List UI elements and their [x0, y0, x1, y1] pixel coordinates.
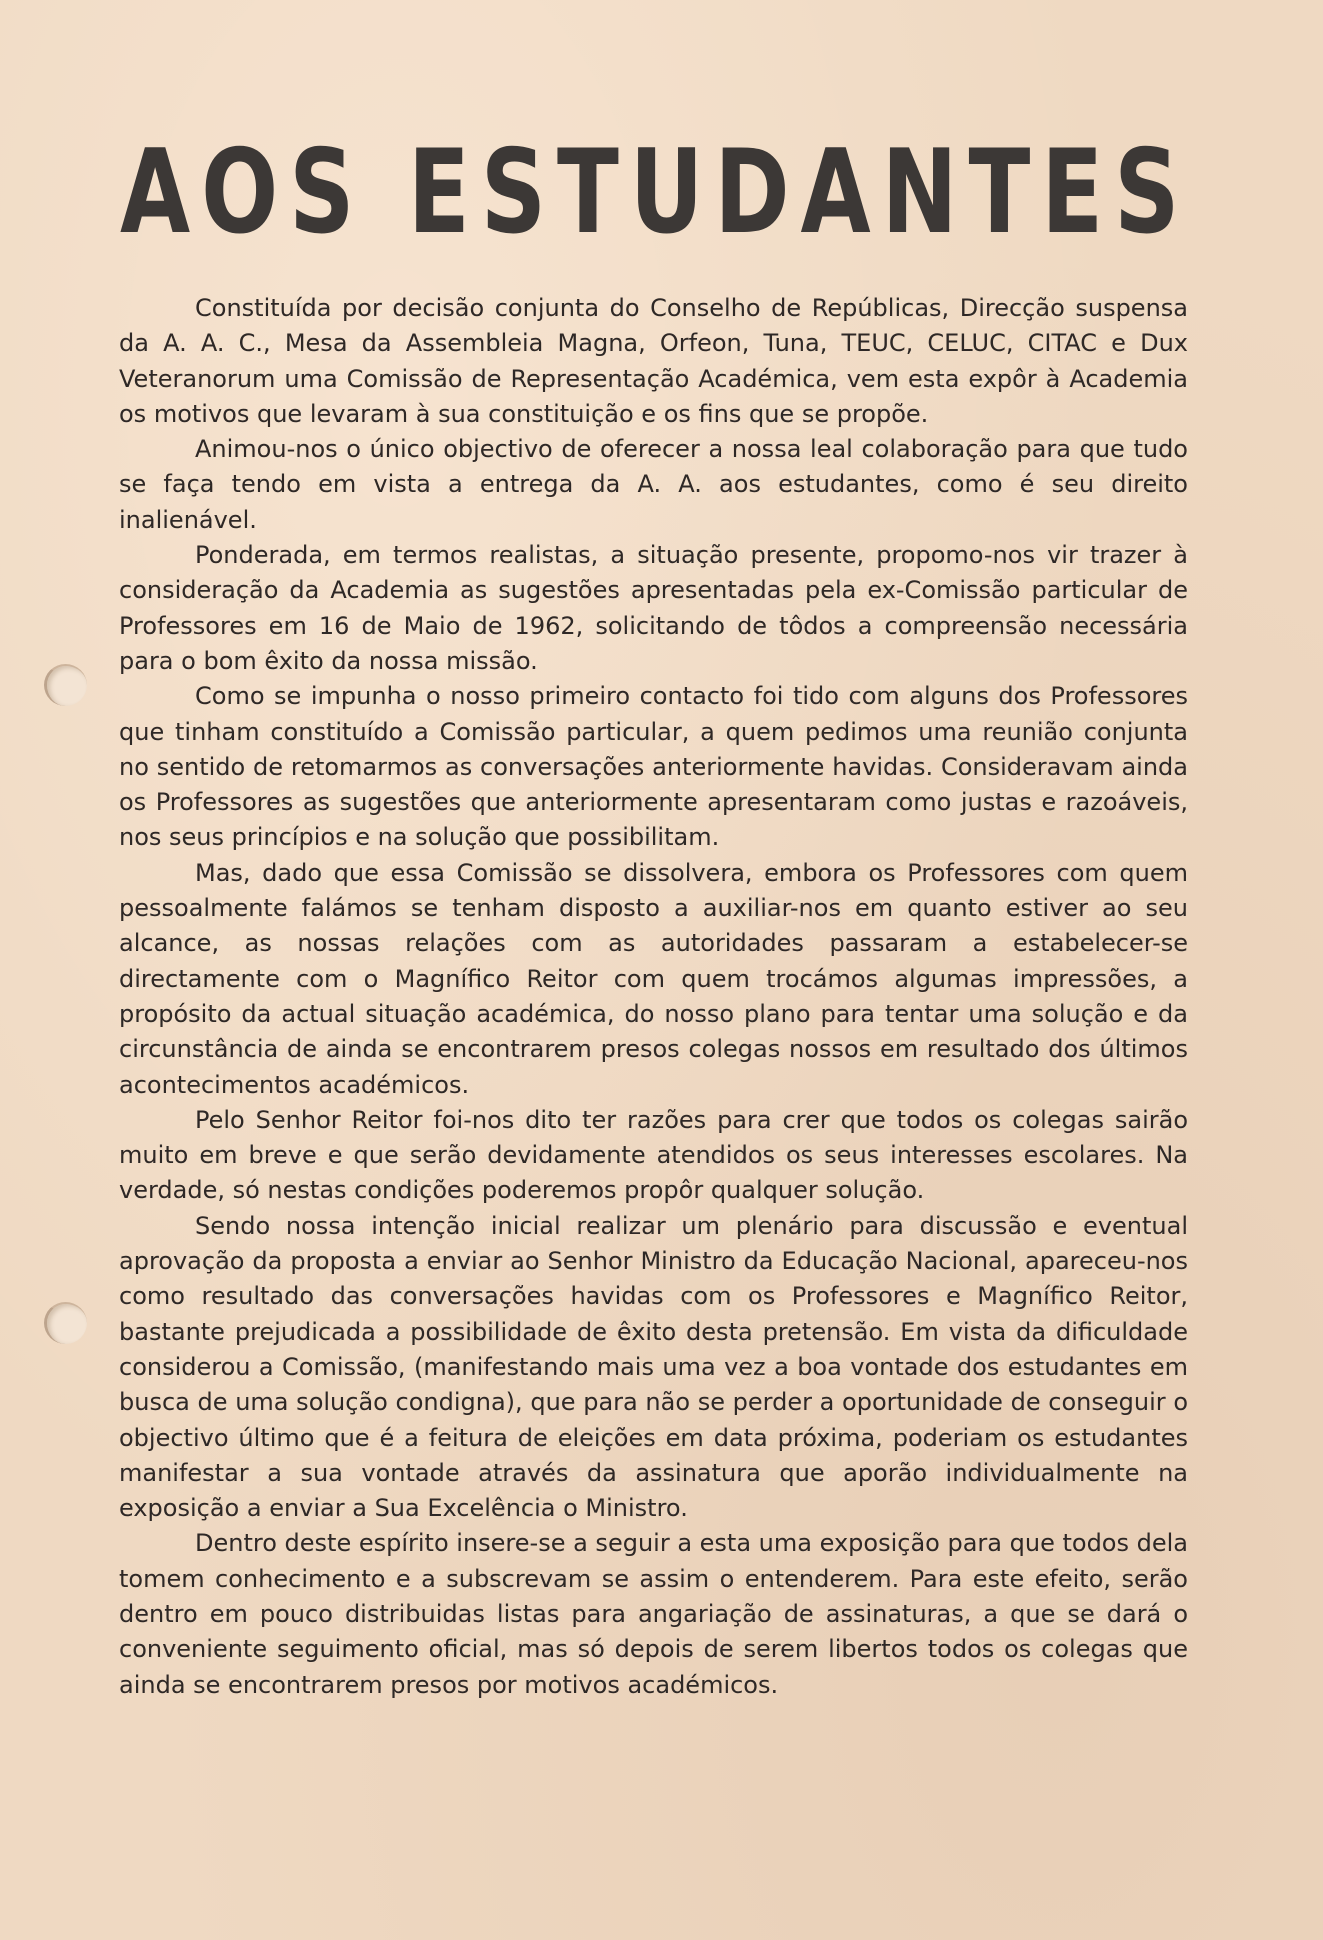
paragraph: Constituída por decisão conjunta do Conselho de Repúblicas, Direcção suspensa da A. A. C., Mesa da Assembleia Magna, Orfeon, Tuna, TEUC, CELUC, CITAC e Dux Veteranorum uma Comissão de Representação Académica, vem esta expôr à Academia os motivos que levaram à sua constituição e os fins que se propõe.: [119, 294, 1188, 428]
paragraph: Mas, dado que essa Comissão se dissolvera, embora os Professores com quem pessoalmente falámos se tenham disposto a auxiliar-nos em quanto estiver ao seu alcance, as nossas relações com as autoridades passaram a estabelecer-se directamente com o Magnífico Reitor com quem trocámos algumas impressões, a propósito da actual situação académica, do nosso plano para tentar uma solução e da circunstância de ainda se encontrarem presos colegas nossos em resultado dos últimos acontecimentos académicos.: [119, 858, 1188, 1099]
paragraph: Dentro deste espírito insere-se a seguir a esta uma exposição para que todos dela tomem conhecimento e a subscrevam se assim o entenderem. Para este efeito, serão dentro em pouco distribuidas listas para angariação de assinaturas, a que se dará o conveniente seguimento oficial, mas só depois de serem libertos todos os colegas que ainda se encontrarem presos por motivos académicos.: [119, 1529, 1188, 1699]
paragraph: Pelo Senhor Reitor foi-nos dito ter razões para crer que todos os colegas sairão muito em breve e que serão devidamente atendidos os seus interesses escolares. Na verdade, só nestas condições poderemos propôr qualquer solução.: [119, 1105, 1188, 1205]
document-title: AOS ESTUDANTES: [120, 125, 1191, 260]
paragraph: Ponderada, em termos realistas, a situação presente, propomo-nos vir trazer à consideração da Academia as sugestões apresentadas pela ex-Comissão particular de Professores em 16 de Maio de 1962, solicitando de tôdos a compreensão necessária para o bom êxito da nossa missão.: [119, 541, 1188, 675]
paragraph: Sendo nossa intenção inicial realizar um plenário para discussão e eventual aprovação da proposta a enviar ao Senhor Ministro da Educação Nacional, apareceu-nos como resultado das conversações havidas com os Professores e Magnífico Reitor, bastante prejudicada a possibilidade de êxito desta pretensão. Em vista da dificuldade considerou a Comissão, (manifestando mais uma vez a boa vontade dos estudantes em busca de uma solução condigna), que para não se perder a oportunidade de conseguir o objectivo último que é a feitura de eleições em data próxima, poderiam os estudantes manifestar a sua vontade através da assinatura que aporão individualmente na exposição a enviar a Sua Excelência o Ministro.: [119, 1211, 1188, 1523]
paragraph: Animou-nos o único objectivo de oferecer a nossa leal colaboração para que tudo se faça tendo em vista a entrega da A. A. aos estudantes, como é seu direito inalienável.: [119, 435, 1188, 534]
punch-hole-upper: [44, 664, 87, 706]
document-body: [119, 291, 1188, 1703]
punch-hole-lower: [44, 1302, 87, 1344]
paragraph: Como se impunha o nosso primeiro contacto foi tido com alguns dos Professores que tinham constituído a Comissão particular, a quem pedimos uma reunião conjunta no sentido de retomarmos as conversações anteriormente havidas. Consideravam ainda os Professores as sugestões que anteriormente apresentaram como justas e razoáveis, nos seus princípios e na solução que possibilitam.: [119, 682, 1188, 852]
